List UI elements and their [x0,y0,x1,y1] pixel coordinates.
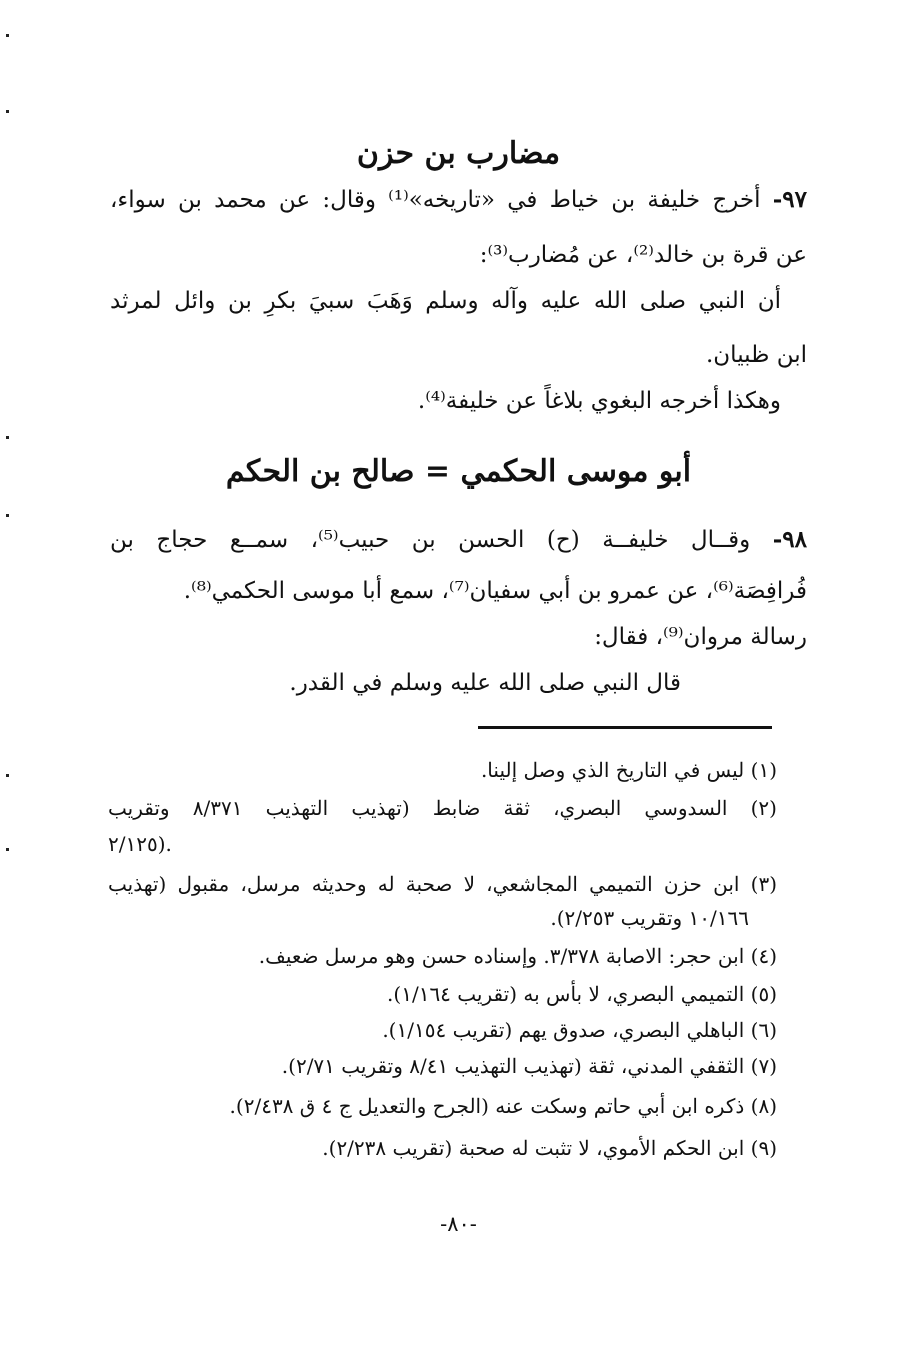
page-number: -٨٠- [440,1212,477,1236]
footnote-3-cont: ١٠/١٦٦ وتقريب ٢/٢٥٣). [550,906,749,930]
entry-97-line-2: عن قرة بن خالد⁽²⁾، عن مُضارب⁽³⁾: [479,242,807,268]
entry-98-line-4: قال النبي صلى الله عليه وسلم في القدر. [289,670,681,696]
entry-number-97: ٩٧- [772,186,808,213]
margin-mark [6,436,9,439]
entry-98-line-1 [110,526,807,553]
footnote-4: (٤) ابن حجر: الاصابة ٣/٣٧٨. وإسناده حسن وهو مرسل ضعيف. [258,944,777,968]
footnote-5: (٥) التميمي البصري، لا بأس به (تقريب ١/١٦٤). [387,982,777,1006]
entry-97-line-4: ابن ظبيان. [705,342,807,368]
section-heading-abu-musa: أبو موسى الحكمي = صالح بن الحكم [225,454,692,489]
margin-mark [6,848,9,851]
footnote-3: (٣) ابن حزن التميمي المجاشعي، لا صحبة له وحديثه مرسل، مقبول (تهذيب [108,872,777,896]
footnote-6: (٦) الباهلي البصري، صدوق يهم (تقريب ١/١٥٤). [382,1018,777,1042]
entry-97-line-5: وهكذا أخرجه البغوي بلاغاً عن خليفة⁽⁴⁾. [417,388,781,414]
entry-98-line-2: فُرافِصَة⁽⁶⁾، عن عمرو بن أبي سفيان⁽⁷⁾، سمع أبا موسى الحكمي⁽⁸⁾. [183,578,807,604]
margin-mark [6,34,9,37]
footnote-separator [478,726,772,729]
entry-97-line-1 [110,186,807,213]
section-heading-mudarib: مضارب بن حزن [356,136,561,171]
margin-mark [6,110,9,113]
footnote-2: (٢) السدوسي البصري، ثقة ضابط (تهذيب التهذيب ٨/٣٧١ وتقريب [108,796,777,820]
margin-mark [6,514,9,517]
entry-number-98: ٩٨- [772,526,807,553]
footnote-2-cont: ٢/١٢٥). [108,832,172,856]
entry-97-line-3: أن النبي صلى الله عليه وآله وسلم وَهَبَ سبيَ بكرِ بن وائل لمرثد [110,288,781,314]
footnote-9: (٩) ابن الحكم الأموي، لا تثبت له صحبة (تقريب ٢/٢٣٨). [322,1136,777,1160]
margin-mark [6,774,9,777]
entry-98-text: وقــال خليفــة (ح) الحسن بن حبيب⁽⁵⁾، سمــع حجاج بن [110,527,751,553]
footnote-7: (٧) الثقفي المدني، ثقة (تهذيب التهذيب ٨/٤١ وتقريب ٢/٧١). [281,1054,777,1078]
footnote-1: (١) ليس في التاريخ الذي وصل إلينا. [480,758,777,782]
footnote-8: (٨) ذكره ابن أبي حاتم وسكت عنه (الجرح والتعديل ج ٤ ق ٢/٤٣٨). [229,1094,777,1118]
entry-97-text: أخرج خليفة بن خياط في «تاريخه»⁽¹⁾ وقال: عن محمد بن سواء، [110,187,761,213]
entry-98-line-3: رسالة مروان⁽⁹⁾، فقال: [594,624,807,650]
